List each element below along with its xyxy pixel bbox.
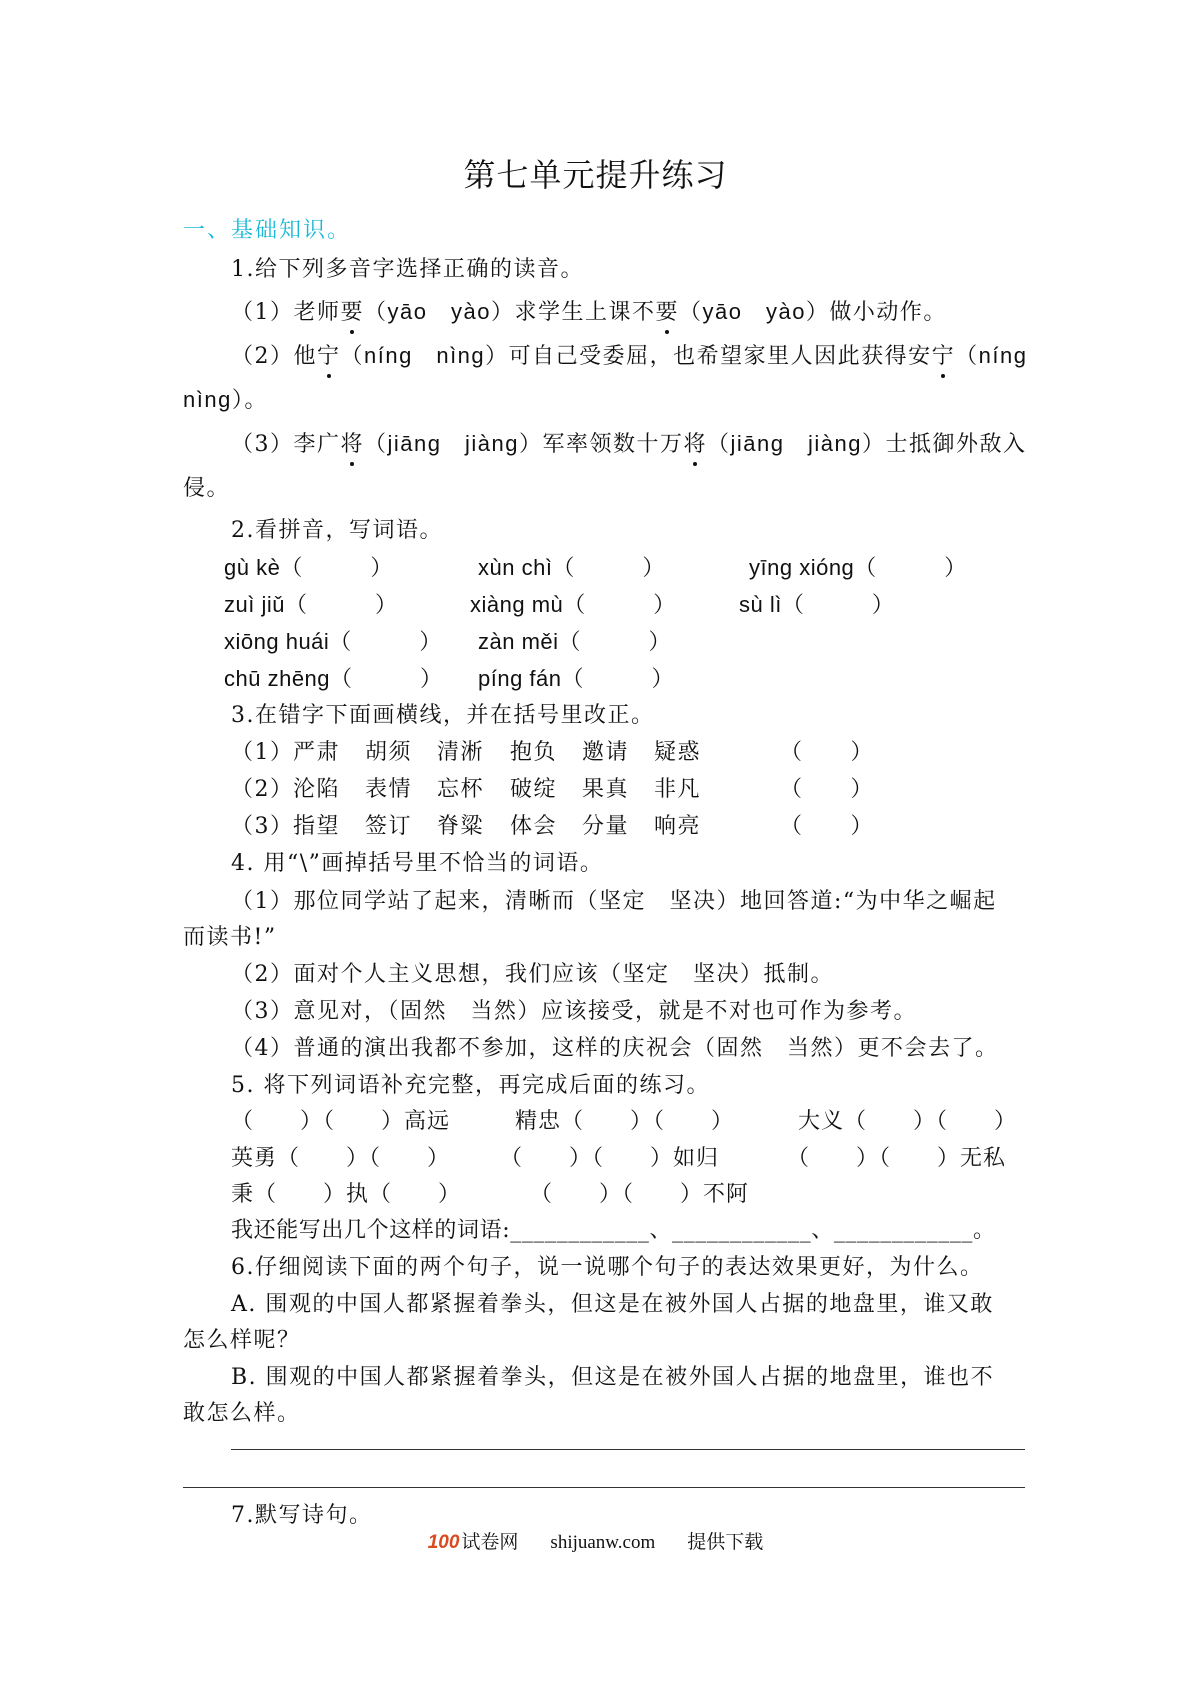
q2-item: xiàng mù（ ） [470,592,676,617]
q5-idiom-blank: （ ）（ ）不阿 [530,1182,750,1207]
q1-item-3-dotted-char: 将 [341,427,365,458]
q3-word: 沦陷 [293,777,341,802]
q5-idiom-blank: （ ）（ ）无私 [787,1146,1007,1171]
q7-heading: 7.默写诗句。 [231,1503,373,1528]
q1-item-1-part-c: （yāo yào）做小动作。 [678,299,947,324]
q4-item-1-continued: 而读书!” [183,925,277,950]
q4-item-2: （2）面对个人主义思想，我们应该（坚定 坚决）抵制。 [231,962,834,987]
answer-line [231,1449,1025,1450]
q5-idiom-blank: （ ）（ ）高远 [231,1109,451,1134]
q2-item: zàn měi（ ） [478,629,672,654]
q6-heading: 6.仔细阅读下面的两个句子，说一说哪个句子的表达效果更好，为什么。 [231,1255,984,1280]
q2-heading: 2.看拼音，写词语。 [231,518,443,543]
q3-word: 破绽 [510,777,558,802]
q3-word: 疑惑 [654,740,702,765]
site-url: shijuanw.com [550,1532,656,1553]
q4-heading: 4. 用“\”画掉括号里不恰当的词语。 [231,851,604,876]
q3-word: 体会 [510,814,558,839]
q1-item-2-continued: nìng）。 [183,387,268,412]
q2-item: chū zhēng（ ） [224,666,443,691]
q5-idiom-blank: 英勇（ ）（ ） [231,1146,451,1171]
q6-sentence-b-continued: 敢怎么样。 [183,1401,301,1426]
q3-answer-blank: （ ） [780,740,875,765]
q1-heading: 1.给下列多音字选择正确的读音。 [231,257,584,282]
q3-word: 指望 [293,814,341,839]
q3-row-label: （3） [231,814,294,839]
q1-item-3-part-c: （jiāng jiàng）士抵御外敌入 [707,431,1027,456]
q3-answer-blank: （ ） [780,814,875,839]
q2-item: xùn chì（ ） [478,555,665,580]
q1-item-3-dotted-char-2: 将 [683,427,707,458]
q6-sentence-a-continued: 怎么样呢？ [183,1328,301,1353]
q6-sentence-a: A. 围观的中国人都紧握着拳头，但这是在被外国人占据的地盘里，谁又敢 [231,1292,994,1317]
q1-item-2-part-a: （2）他 [231,344,317,369]
q3-word: 胡须 [365,740,413,765]
q3-word: 非凡 [654,777,702,802]
q1-item-2-dotted-char-2: 宁 [932,339,956,370]
q3-word: 签订 [365,814,413,839]
q4-item-3: （3）意见对，（固然 当然）应该接受，就是不对也可作为参考。 [231,999,917,1024]
q1-item-2-dotted-char: 宁 [317,339,341,370]
q2-item: sù lì（ ） [739,592,895,617]
q2-item: zuì jiǔ（ ） [224,592,398,617]
q1-item-1-dotted-char: 要 [341,295,365,326]
q4-item-1: （1）那位同学站了起来，清晰而（坚定 坚决）地回答道:“为中华之崛起 [231,889,997,914]
q5-idiom-blank: 精忠（ ）（ ） [515,1109,735,1134]
q1-item-1-dotted-char-2: 要 [655,295,679,326]
q3-word: 脊粱 [437,814,485,839]
q3-word: 响亮 [654,814,702,839]
q2-item: yīng xióng（ ） [749,555,967,580]
q1-item-2-part-c: （níng [955,343,1028,368]
q3-heading: 3.在错字下面画横线，并在括号里改正。 [231,703,655,728]
download-note: 提供下载 [687,1531,764,1553]
site-name: 试卷网 [461,1531,519,1553]
q5-idiom-blank: （ ）（ ）如归 [500,1146,720,1171]
q3-word: 忘杯 [437,777,485,802]
q4-item-4: （4）普通的演出我都不参加，这样的庆祝会（固然 当然）更不会去了。 [231,1036,999,1061]
q3-word: 表情 [365,777,413,802]
q3-word: 分量 [582,814,630,839]
q1-item-1 [231,295,947,326]
q3-word: 邀请 [582,740,630,765]
site-logo: 100 [427,1532,460,1553]
q5-idiom-blank: 大义（ ）（ ） [798,1109,1018,1134]
q2-item: píng fán（ ） [478,666,675,691]
q3-word: 果真 [582,777,630,802]
q1-item-3-part-b: （jiāng jiàng）军率领数十万 [364,431,684,456]
section-heading: 一、基础知识。 [183,218,352,243]
q3-word: 清淅 [437,740,485,765]
q1-item-3-continued: 侵。 [183,476,231,501]
answer-line [183,1487,1025,1488]
q1-item-1-part-a: （1）老师 [231,300,341,325]
page-footer [0,1527,1191,1554]
q1-item-2 [231,339,1028,370]
q1-item-2-part-b: （níng nìng）可自己受委屈，也希望家里人因此获得安 [340,343,932,368]
q1-item-3-part-a: （3）李广 [231,432,341,457]
q2-item: gù kè（ ） [224,555,393,580]
q1-item-3 [231,427,1026,458]
q5-idiom-blank: 秉（ ）执（ ） [231,1182,462,1207]
q6-sentence-b: B. 围观的中国人都紧握着拳头，但这是在被外国人占据的地盘里，谁也不 [231,1365,995,1390]
q5-heading: 5. 将下列词语补充完整，再完成后面的练习。 [231,1073,710,1098]
q3-word: 严肃 [293,740,341,765]
q3-row-label: （2） [231,777,294,802]
q3-word: 抱负 [510,740,558,765]
q1-item-1-part-b: （yāo yào）求学生上课不 [364,299,656,324]
page-title: 第七单元提升练习 [463,156,728,194]
q3-row-label: （1） [231,740,294,765]
q3-answer-blank: （ ） [780,777,875,802]
q2-item: xiōng huái（ ） [224,629,442,654]
q5-more-words: 我还能写出几个这样的词语:____________、____________、____________。 [231,1218,996,1243]
